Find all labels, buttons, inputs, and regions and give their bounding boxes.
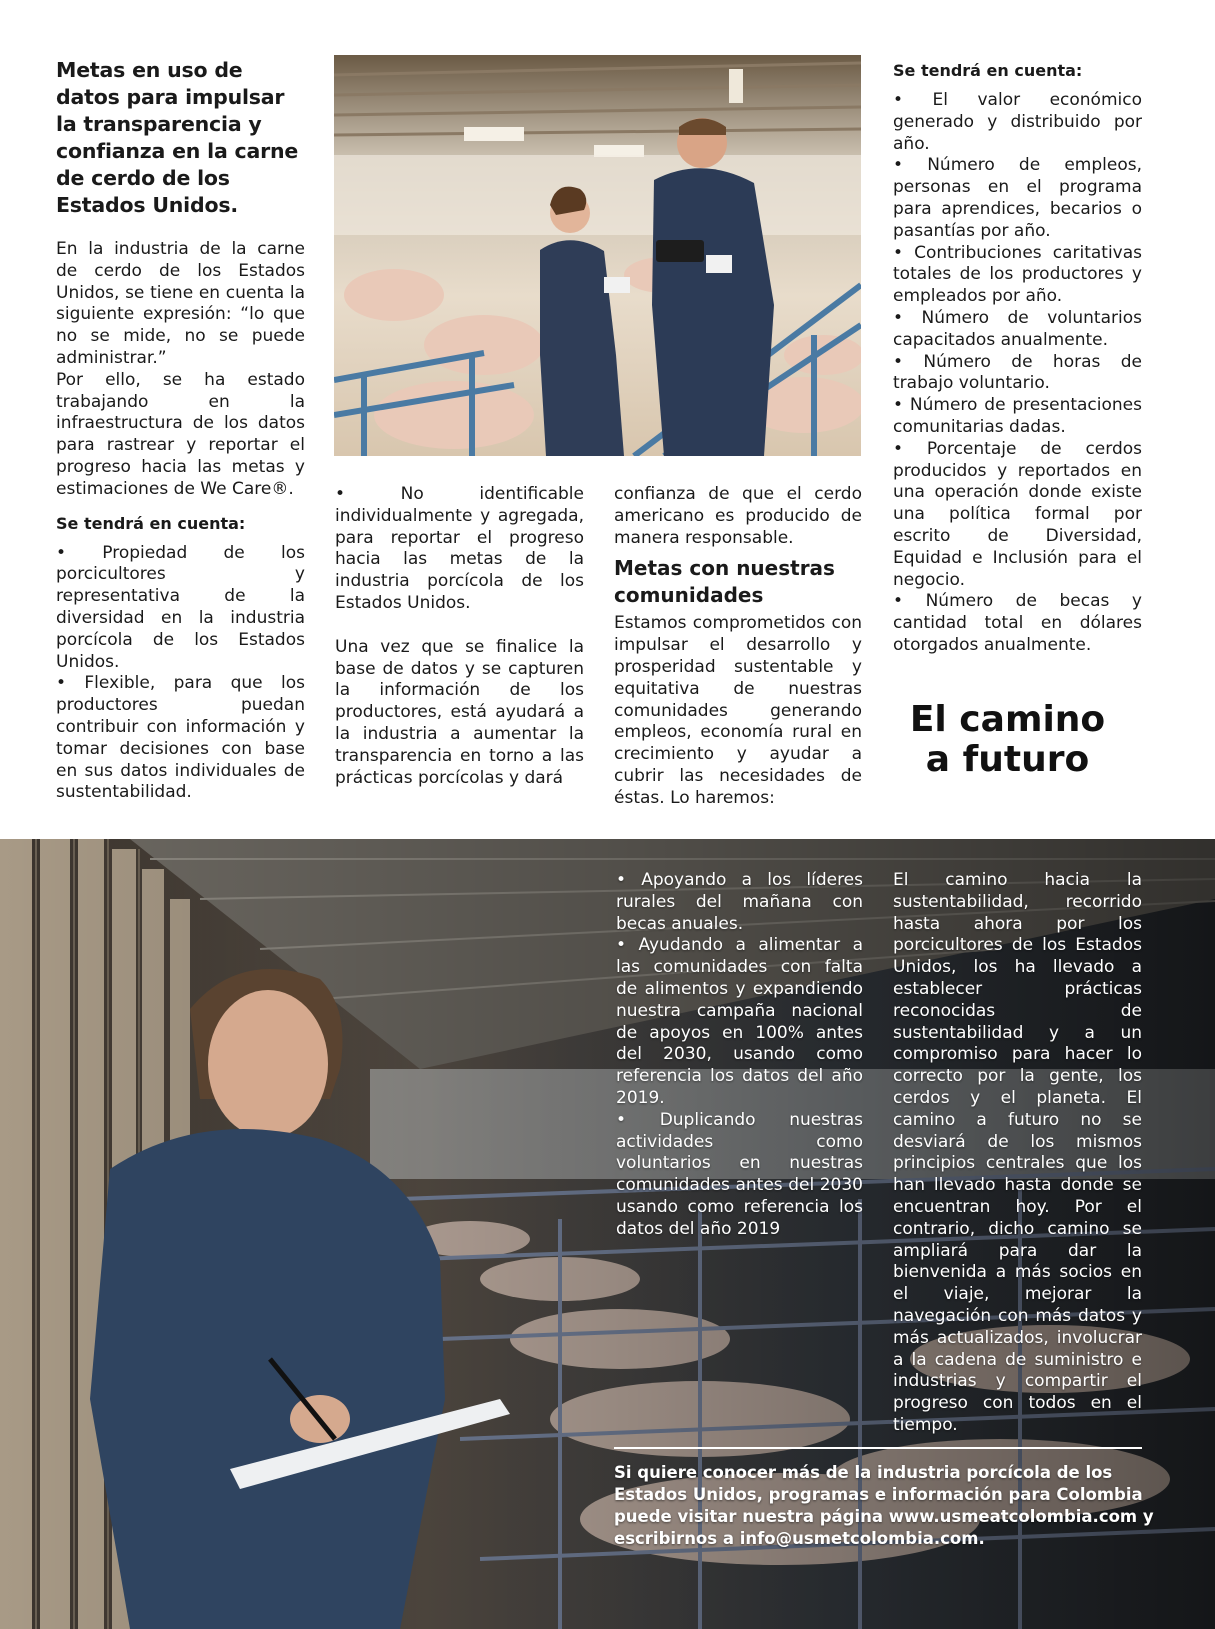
metric-item: • Número de becas y cantidad total en dólares otorgados anualmente. — [893, 591, 1142, 655]
future-paragraph: El camino hacia la sustentabilidad, recorrido hasta ahora por los porcicultores de los Estados Unidos, los ha llevado a establecer prácticas reconocidas de sustentabilidad y a un compromiso para hacer lo correcto por la gente, los cerdos y el planeta. El camino a futuro no se desviará de los mismos principios centrales que los han llevado hasta donde se encuentran hoy. Por el contrario, dicho camino se ampliará para dar la bienvenida a más socios en el viaje, mejorar la navegación con más datos y más actualizados, involucrar a la cadena de suministro e industrias y compartir el progreso con todos en el tiempo. — [893, 870, 1142, 1435]
intro-paragraph: En la industria de la carne de cerdo de los Estados Unidos, se tiene en cuenta la siguiente expresión: “lo que no se mide, no se puede administrar.” — [56, 239, 305, 368]
bullet-flexible: • Flexible, para que los productores puedan contribuir con información y tomar decisiones con base en sus datos individuales de sustentabilidad. — [56, 673, 305, 803]
future-title — [880, 700, 1135, 780]
column-intro — [56, 57, 305, 804]
metric-item: • El valor económico generado y distribuido por año. — [893, 90, 1142, 154]
database-paragraph: Una vez que se finalice la base de datos y se capturen la información de los productores, está ayudará a la industria a aumentar la transparencia en torno a las prácticas porcícolas y dará — [335, 636, 584, 788]
metric-item: • Número de presentaciones comunitarias dadas. — [893, 395, 1142, 437]
contact-call-to-action: Si quiere conocer más de la industria porcícola de los Estados Unidos, programas e información para Colombia puede visitar nuestra página www.usmeatcolombia.com y escribirnos a info@usmetcolombia.com. — [614, 1463, 1154, 1548]
confidence-paragraph: confianza de que el cerdo americano es producido de manera responsable. — [614, 484, 862, 548]
communities-paragraph: Estamos comprometidos con impulsar el desarrollo y prosperidad sustentable y equitativa de nuestras comunidades generando empleos, economía rural en crecimiento y ayudar a cubrir las necesidades de éstas. Lo haremos: — [614, 613, 862, 808]
action-bullet: • Ayudando a alimentar a las comunidades con falta de alimentos y expandiendo nuestra campaña nacional de apoyos en 100% antes del 2030, usando como referencia los datos del año 2019. — [616, 935, 863, 1108]
infrastructure-paragraph: Por ello, se ha estado trabajando en la infraestructura de los datos para rastrear y reportar el progreso hacia las metas y estimaciones de We Care®. — [56, 369, 305, 499]
barn-workers-photo — [334, 55, 861, 456]
future-title-line2: a futuro — [925, 739, 1090, 780]
main-heading: Metas en uso de datos para impulsar la transparencia y confianza en la carne de cerdo de los Estados Unidos. — [56, 58, 299, 217]
considerations-subheading: Se tendrá en cuenta: — [56, 513, 246, 533]
metric-item: • Número de empleos, personas en el programa para aprendices, becarios o pasantías por año. — [893, 155, 1142, 241]
metric-item: • Número de voluntarios capacitados anualmente. — [893, 307, 1142, 350]
column-database — [335, 484, 584, 789]
action-bullet: • Duplicando nuestras actividades como voluntarios en nuestras comunidades antes del 2030 usando como referencia los datos del año 2019 — [616, 1109, 863, 1239]
column-future — [893, 870, 1142, 1437]
communities-heading: Metas con nuestras comunidades — [614, 556, 835, 608]
metrics-subheading: Se tendrá en cuenta: — [893, 61, 1083, 80]
future-title-line1: El camino — [909, 699, 1106, 740]
column-actions — [616, 870, 863, 1241]
action-bullet: • Apoyando a los líderes rurales del mañana con becas anuales. — [616, 870, 863, 934]
metric-item: • Porcentaje de cerdos producidos y reportados en una operación donde existe una política formal por escrito de Diversidad, Equidad e Inclusión para el negocio. — [893, 438, 1142, 590]
column-communities — [614, 484, 862, 810]
metric-item: • Número de horas de trabajo voluntario. — [893, 351, 1142, 394]
bullet-non-identifiable: • No identificable individualmente y agregada, para reportar el progreso hacia las metas de la industria porcícola de los Estados Unidos. — [335, 484, 584, 613]
bullet-ownership: • Propiedad de los porcicultores y representativa de la diversidad en la industria porcícola de los Estados Unidos. — [56, 542, 305, 672]
cta-divider — [614, 1447, 1142, 1449]
metric-item: • Contribuciones caritativas totales de los productores y empleados por año. — [893, 242, 1142, 307]
column-metrics — [893, 60, 1142, 657]
